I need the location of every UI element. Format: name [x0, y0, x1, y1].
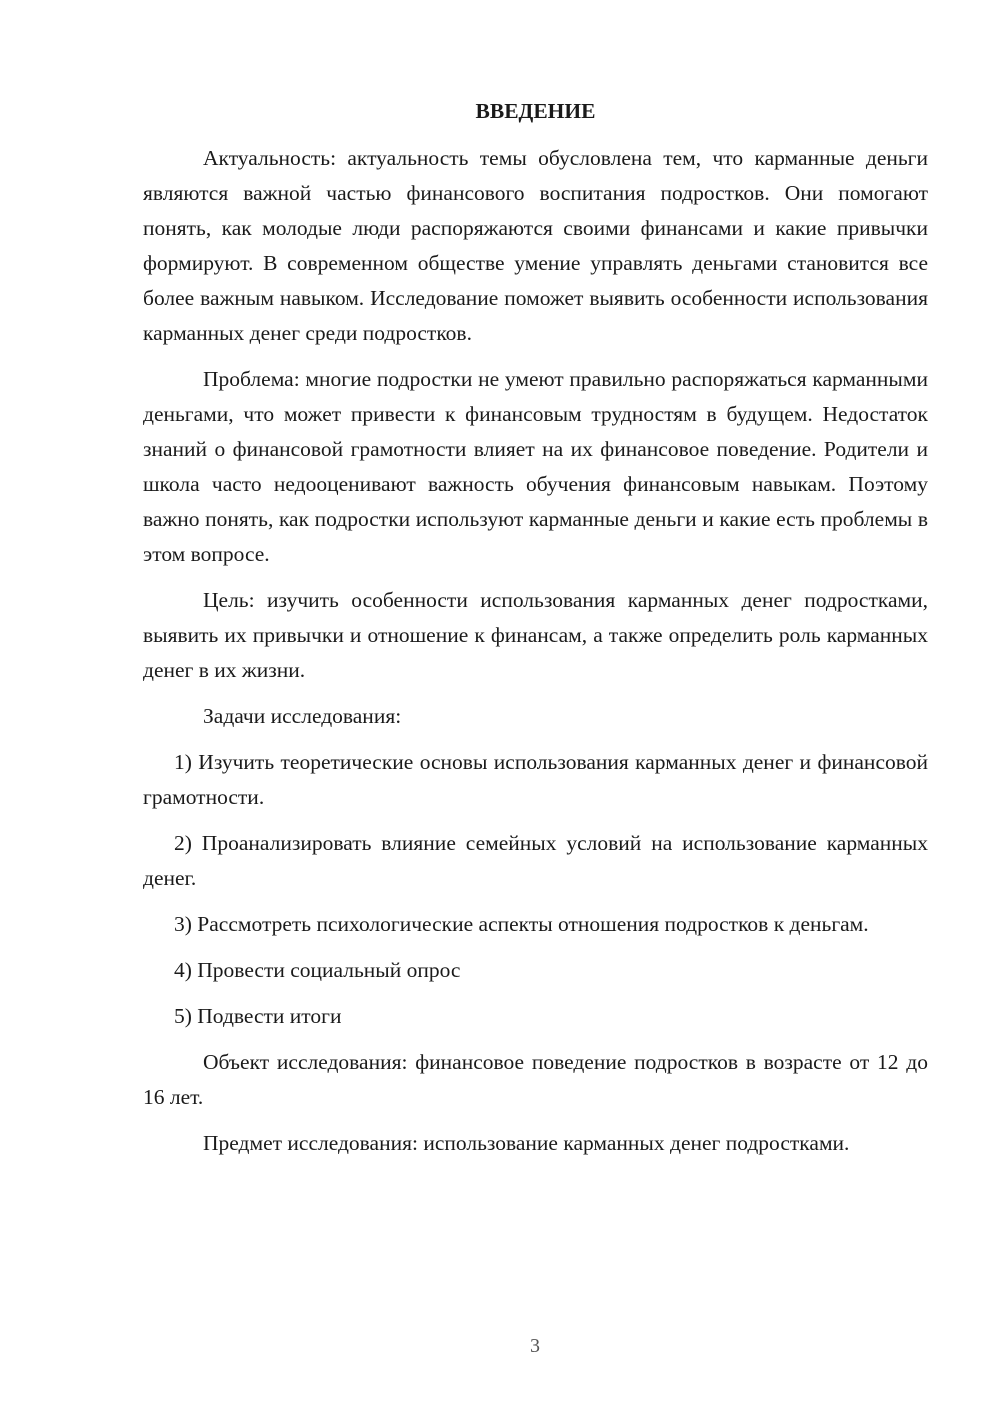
task-item-5: 5) Подвести итоги	[174, 1004, 342, 1028]
relevance-paragraph: Актуальность: актуальность темы обусловлена тем, что карманные деньги являются важной частью финансового воспитания подростков. Они помогают понять, как молодые люди распоряжаются своими финансами и какие привычки формируют. В современном обществе умение управлять деньгами становится все более важным навыком. Исследование поможет выявить особенности использования карманных денег среди подростков.	[143, 146, 928, 345]
object-paragraph: Объект исследования: финансовое поведение подростков в возрасте от 12 до 16 лет.	[143, 1050, 928, 1109]
task-item-3: 3) Рассмотреть психологические аспекты отношения подростков к деньгам.	[174, 912, 869, 936]
page-content	[143, 95, 928, 1172]
task-item-2: 2) Проанализировать влияние семейных условий на использование карманных денег.	[143, 831, 928, 890]
page-number: 3	[530, 1335, 540, 1357]
goal-paragraph: Цель: изучить особенности использования карманных денег подростками, выявить их привычки и отношение к финансам, а также определить роль карманных денег в их жизни.	[143, 588, 928, 682]
task-item-1: 1) Изучить теоретические основы использования карманных денег и финансовой грамотности.	[143, 750, 928, 809]
tasks-label: Задачи исследования:	[203, 704, 402, 728]
problem-paragraph: Проблема: многие подростки не умеют правильно распоряжаться карманными деньгами, что может привести к финансовым трудностям в будущем. Недостаток знаний о финансовой грамотности влияет на их финансовое поведение. Родители и школа часто недооценивают важность обучения финансовым навыкам. Поэтому важно понять, как подростки используют карманные деньги и какие есть проблемы в этом вопросе.	[143, 367, 928, 566]
page-title: ВВЕДЕНИЕ	[475, 99, 596, 123]
subject-paragraph: Предмет исследования: использование карманных денег подростками.	[203, 1131, 850, 1155]
task-item-4: 4) Провести социальный опрос	[174, 958, 461, 982]
